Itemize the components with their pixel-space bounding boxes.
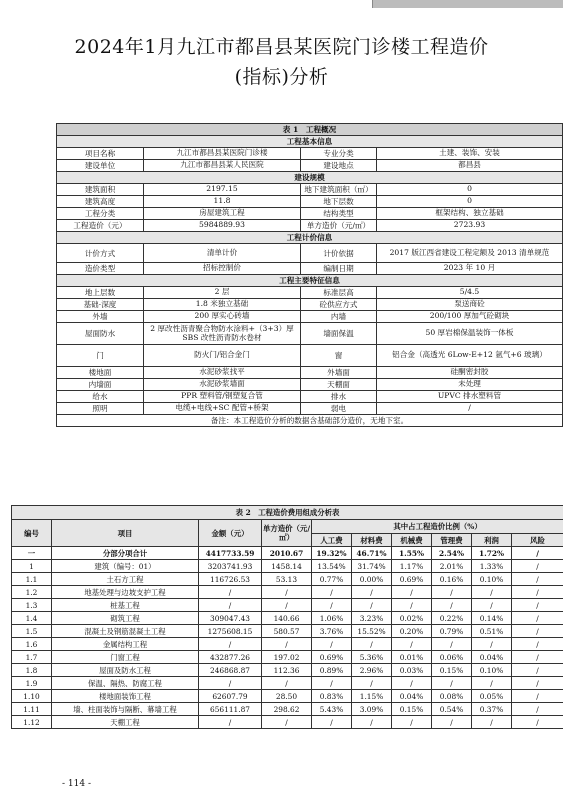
cost-cell: 墙、柱面装饰与隔断、幕墙工程 (52, 703, 199, 716)
cost-cell: / (199, 677, 262, 690)
cost-cell: 屋面及防水工程 (52, 664, 199, 677)
info-value: 水泥砂浆找平 (144, 367, 301, 379)
info-label: 给水 (57, 391, 144, 403)
cost-cell: 1.12 (12, 716, 52, 729)
info-label: 项目名称 (57, 148, 144, 160)
cost-cell: 0.08% (432, 690, 472, 703)
info-row (57, 196, 563, 208)
info-label: 工程分类 (57, 208, 144, 220)
cost-cell: 3.09% (352, 703, 392, 716)
cost-cell: / (432, 716, 472, 729)
cost-cell: / (472, 638, 512, 651)
cost-cell: / (312, 677, 352, 690)
cost-cell: / (512, 677, 563, 690)
cost-row (12, 599, 563, 612)
cost-cell: / (262, 677, 312, 690)
info-row (57, 160, 563, 172)
cost-cell: 0.20% (392, 625, 432, 638)
info-value: 2197.15 (144, 184, 301, 196)
cost-cell: / (352, 677, 392, 690)
info-label: 建设单位 (57, 160, 144, 172)
cost-cell: 1.2 (12, 586, 52, 599)
info-label: 屋面防水 (57, 323, 144, 345)
cost-row (12, 612, 563, 625)
project-overview-table (56, 123, 563, 427)
cost-cell: / (312, 599, 352, 612)
cost-cell: 3203741.93 (199, 560, 262, 573)
cost-cell: 0.15% (432, 664, 472, 677)
cost-cell: 混凝土及钢筋混凝土工程 (52, 625, 199, 638)
cost-cell: 2.01% (432, 560, 472, 573)
cost-cell: 0.10% (472, 573, 512, 586)
cost-cell: / (432, 677, 472, 690)
cost-cell: 0.00% (352, 573, 392, 586)
info-label: 地上层数 (57, 287, 144, 299)
cost-cell: 1.06% (312, 612, 352, 625)
cost-cell: 金属结构工程 (52, 638, 199, 651)
cost-cell: 0.01% (392, 651, 432, 664)
info-value: 电缆+电线+SC 配管+桥架 (144, 403, 301, 415)
info-label: 排水 (301, 391, 377, 403)
cost-cell: 140.66 (262, 612, 312, 625)
cost-cell: 62607.79 (199, 690, 262, 703)
cost-cell: / (352, 586, 392, 599)
cost-cell: 1.3 (12, 599, 52, 612)
info-value: 2 厚改性沥青聚合物防水涂料+（3+3）厚 SBS 改性沥青防水卷材 (144, 323, 301, 345)
cost-cell: 1.1 (12, 573, 52, 586)
cost-cell: 0.14% (472, 612, 512, 625)
info-row (57, 379, 563, 391)
info-label: 天棚面 (301, 379, 377, 391)
cost-cell: / (512, 573, 563, 586)
cost-cell: / (512, 664, 563, 677)
cost-cell: 建筑（编号：01） (52, 560, 199, 573)
info-row (57, 244, 563, 263)
cost-row (12, 690, 563, 703)
cost-cell: 298.62 (262, 703, 312, 716)
info-label: 计价依据 (301, 244, 377, 263)
info-label: 编制日期 (301, 263, 377, 275)
info-label: 照明 (57, 403, 144, 415)
info-value: 铝合金（高透光 6Low-E+12 氩气+6 玻璃） (377, 345, 563, 367)
cost-cell: 一 (12, 547, 52, 560)
info-value: UPVC 排水塑料管 (377, 391, 563, 403)
section-row (57, 172, 563, 184)
cost-row (12, 573, 563, 586)
info-value: 水泥砂浆墙面 (144, 379, 301, 391)
cost-row (12, 547, 563, 560)
cost-row (12, 677, 563, 690)
cost-cell: 0.04% (392, 690, 432, 703)
cost-cell: 1458.14 (262, 560, 312, 573)
section-row (57, 136, 563, 148)
info-label: 砼供应方式 (301, 299, 377, 311)
cost-cell: / (432, 599, 472, 612)
cost-cell: 1.33% (472, 560, 512, 573)
cost-cell: 1.7 (12, 651, 52, 664)
cost-cell: 580.57 (262, 625, 312, 638)
note-row (57, 415, 563, 427)
info-value: 5984889.93 (144, 220, 301, 232)
info-row (57, 323, 563, 345)
info-row (57, 184, 563, 196)
info-value: 防火门/铝合金门 (144, 345, 301, 367)
cost-cell: 地基处理与边坡支护工程 (52, 586, 199, 599)
info-row (57, 208, 563, 220)
info-label: 建筑高度 (57, 196, 144, 208)
cost-cell: 1.4 (12, 612, 52, 625)
section-row (57, 275, 563, 287)
info-label: 建筑面积 (57, 184, 144, 196)
cost-cell: / (312, 586, 352, 599)
info-label: 专业分类 (301, 148, 377, 160)
cost-cell: / (262, 599, 312, 612)
info-label: 弱电 (301, 403, 377, 415)
cost-cell: 1.72% (472, 547, 512, 560)
info-label: 内墙 (301, 311, 377, 323)
info-value: 都昌县 (377, 160, 563, 172)
info-row (57, 263, 563, 275)
header-sub: 管理费 (432, 534, 472, 547)
cost-cell: / (262, 586, 312, 599)
table2-caption-row (12, 506, 563, 520)
cost-row (12, 586, 563, 599)
info-label: 楼地面 (57, 367, 144, 379)
info-value: 未处理 (377, 379, 563, 391)
cost-cell: 0.54% (432, 703, 472, 716)
cost-row (12, 651, 563, 664)
info-row (57, 367, 563, 379)
info-label: 地下层数 (301, 196, 377, 208)
cost-row (12, 560, 563, 573)
info-label: 标准层高 (301, 287, 377, 299)
cost-cell: 309047.43 (199, 612, 262, 625)
info-value: 0 (377, 184, 563, 196)
header-sub: 材料费 (352, 534, 392, 547)
cost-cell: 0.77% (312, 573, 352, 586)
info-value: 2 层 (144, 287, 301, 299)
info-label: 基础·深度 (57, 299, 144, 311)
cost-cell: 1.8 (12, 664, 52, 677)
cost-cell: / (199, 599, 262, 612)
header-sub: 人工费 (312, 534, 352, 547)
cost-cell: 1.55% (392, 547, 432, 560)
cost-cell: 0.51% (472, 625, 512, 638)
cost-cell: 0.15% (392, 703, 432, 716)
cost-cell: / (512, 612, 563, 625)
table2-header-row (12, 520, 563, 534)
cost-cell: 1.6 (12, 638, 52, 651)
cost-cell: 197.02 (262, 651, 312, 664)
cost-cell: / (512, 625, 563, 638)
cost-cell: 1 (12, 560, 52, 573)
info-value: 200 厚实心砖墙 (144, 311, 301, 323)
header-tab-decoration (372, 0, 563, 8)
cost-cell: / (392, 677, 432, 690)
section-scale: 建设规模 (57, 172, 563, 184)
cost-cell: 246868.87 (199, 664, 262, 677)
info-value: 招标控制价 (144, 263, 301, 275)
header-sub: 风险 (512, 534, 563, 547)
cost-cell: / (199, 638, 262, 651)
info-value: 2723.93 (377, 220, 563, 232)
page-title-line1: 2024年1月九江市都昌县某医院门诊楼工程造价 (74, 36, 489, 58)
cost-row (12, 703, 563, 716)
info-value: 泵送商砼 (377, 299, 563, 311)
cost-cell: / (312, 638, 352, 651)
cost-cell: / (472, 716, 512, 729)
info-value: 11.8 (144, 196, 301, 208)
header-sub: 机械费 (392, 534, 432, 547)
cost-row (12, 625, 563, 638)
info-label: 单方造价（元/㎡） (301, 220, 377, 232)
table1-caption: 表 1 工程概况 (57, 124, 563, 136)
info-row (57, 403, 563, 415)
cost-cell: / (512, 586, 563, 599)
cost-cell: 46.71% (352, 547, 392, 560)
cost-cell: 2.54% (432, 547, 472, 560)
cost-cell: 1.9 (12, 677, 52, 690)
info-label: 工程造价（元） (57, 220, 144, 232)
cost-cell: / (432, 586, 472, 599)
cost-cell: 1275608.15 (199, 625, 262, 638)
info-label: 外墙 (57, 311, 144, 323)
cost-cell: 保温、隔热、防腐工程 (52, 677, 199, 690)
cost-cell: 0.06% (432, 651, 472, 664)
cost-cell: / (392, 716, 432, 729)
info-row (57, 148, 563, 160)
info-label: 地下建筑面积（㎡） (301, 184, 377, 196)
info-row (57, 391, 563, 403)
cost-cell: / (199, 586, 262, 599)
cost-cell: / (512, 560, 563, 573)
header-amount: 金额（元） (199, 520, 262, 547)
info-value: 1.8 米独立基础 (144, 299, 301, 311)
cost-cell: 0.03% (392, 664, 432, 677)
cost-cell: 土石方工程 (52, 573, 199, 586)
info-value: 九江市都昌县某医院门诊楼 (144, 148, 301, 160)
page-title-line2: (指标)分析 (234, 66, 329, 88)
cost-cell: 0.16% (432, 573, 472, 586)
info-value: PPR 塑料管/钢塑复合管 (144, 391, 301, 403)
cost-cell: / (432, 638, 472, 651)
info-value: / (377, 403, 563, 415)
cost-cell: / (199, 716, 262, 729)
cost-cell: 0.04% (472, 651, 512, 664)
cost-cell: 1.17% (392, 560, 432, 573)
cost-cell: / (512, 547, 563, 560)
cost-cell: 楼地面装饰工程 (52, 690, 199, 703)
cost-cell: / (262, 638, 312, 651)
cost-cell: 2.96% (352, 664, 392, 677)
cost-row (12, 638, 563, 651)
cost-composition-table (11, 505, 563, 729)
cost-cell: 432877.26 (199, 651, 262, 664)
info-value: 硅酮密封胶 (377, 367, 563, 379)
info-value: 清单计价 (144, 244, 301, 263)
cost-cell: 分部分项合计 (52, 547, 199, 560)
cost-cell: 0.02% (392, 612, 432, 625)
cost-cell: 桩基工程 (52, 599, 199, 612)
table1-caption-row (57, 124, 563, 136)
info-value: 200/100 厚加气砼砌块 (377, 311, 563, 323)
header-no: 编号 (12, 520, 52, 547)
cost-cell: 13.54% (312, 560, 352, 573)
cost-cell: 53.13 (262, 573, 312, 586)
cost-cell: 5.43% (312, 703, 352, 716)
page-number: - 114 - (62, 779, 91, 789)
cost-cell: 3.23% (352, 612, 392, 625)
section-features: 工程主要特征信息 (57, 275, 563, 287)
cost-cell: 2010.67 (262, 547, 312, 560)
info-label: 内墙面 (57, 379, 144, 391)
cost-cell: / (352, 599, 392, 612)
section-row (57, 232, 563, 244)
info-label: 建设地点 (301, 160, 377, 172)
cost-cell: 0.05% (472, 690, 512, 703)
table2-caption: 表 2 工程造价费用组成分析表 (12, 506, 563, 520)
info-row (57, 287, 563, 299)
header-unit-cost: 单方造价（元/㎡） (262, 520, 312, 547)
cost-cell: 1.10 (12, 690, 52, 703)
cost-cell: 3.76% (312, 625, 352, 638)
cost-cell: / (512, 716, 563, 729)
cost-cell: 1.11 (12, 703, 52, 716)
info-value: 2023 年 10 月 (377, 263, 563, 275)
cost-cell: 112.36 (262, 664, 312, 677)
info-value: 房屋建筑工程 (144, 208, 301, 220)
header-item: 项目 (52, 520, 199, 547)
info-value: 框架结构、独立基础 (377, 208, 563, 220)
info-label: 造价类型 (57, 263, 144, 275)
cost-cell: 116726.53 (199, 573, 262, 586)
cost-cell: / (512, 690, 563, 703)
table1-note: 备注：本工程造价分析的数据含基础部分造价，无地下室。 (57, 415, 563, 427)
section-basic-info: 工程基本信息 (57, 136, 563, 148)
cost-cell: 0.69% (312, 651, 352, 664)
header-sub: 利润 (472, 534, 512, 547)
cost-cell: / (392, 586, 432, 599)
cost-cell: 0.83% (312, 690, 352, 703)
cost-cell: / (392, 638, 432, 651)
cost-cell: 0.37% (472, 703, 512, 716)
cost-cell: 656111.87 (199, 703, 262, 716)
cost-cell: / (472, 599, 512, 612)
info-label: 窗 (301, 345, 377, 367)
cost-cell: 15.52% (352, 625, 392, 638)
info-row (57, 345, 563, 367)
cost-cell: / (512, 703, 563, 716)
info-value: 九江市都昌县某人民医院 (144, 160, 301, 172)
cost-cell: / (312, 716, 352, 729)
info-value: 5/4.5 (377, 287, 563, 299)
cost-cell: 天棚工程 (52, 716, 199, 729)
cost-cell: 门窗工程 (52, 651, 199, 664)
cost-cell: / (512, 638, 563, 651)
cost-cell: / (352, 716, 392, 729)
cost-cell: 28.50 (262, 690, 312, 703)
cost-cell: 0.22% (432, 612, 472, 625)
cost-cell: 1.5 (12, 625, 52, 638)
cost-cell: 19.32% (312, 547, 352, 560)
cost-cell: 砌筑工程 (52, 612, 199, 625)
cost-cell: 0.89% (312, 664, 352, 677)
section-pricing: 工程计价信息 (57, 232, 563, 244)
info-value: 0 (377, 196, 563, 208)
cost-row (12, 664, 563, 677)
info-value: 50 厚岩棉保温装饰一体板 (377, 323, 563, 345)
info-row (57, 299, 563, 311)
info-label: 门 (57, 345, 144, 367)
cost-cell: 0.10% (472, 664, 512, 677)
cost-cell: 0.69% (392, 573, 432, 586)
cost-cell: / (352, 638, 392, 651)
cost-cell: / (512, 599, 563, 612)
info-row (57, 311, 563, 323)
header-ratio-group: 其中占工程造价比例（%） (312, 520, 563, 534)
cost-cell: 5.36% (352, 651, 392, 664)
cost-cell: 31.74% (352, 560, 392, 573)
info-row (57, 220, 563, 232)
info-value: 2017 版江西省建设工程定额及 2013 清单规范 (377, 244, 563, 263)
cost-cell: / (472, 677, 512, 690)
cost-cell: 4417733.59 (199, 547, 262, 560)
cost-cell: / (472, 586, 512, 599)
cost-cell: / (392, 599, 432, 612)
info-value: 土建、装饰、安装 (377, 148, 563, 160)
info-label: 外墙面 (301, 367, 377, 379)
info-label: 墙面保温 (301, 323, 377, 345)
info-label: 计价方式 (57, 244, 144, 263)
cost-cell: / (262, 716, 312, 729)
cost-row (12, 716, 563, 729)
cost-cell: 1.15% (352, 690, 392, 703)
cost-cell: 0.79% (432, 625, 472, 638)
cost-cell: / (512, 651, 563, 664)
info-label: 结构类型 (301, 208, 377, 220)
